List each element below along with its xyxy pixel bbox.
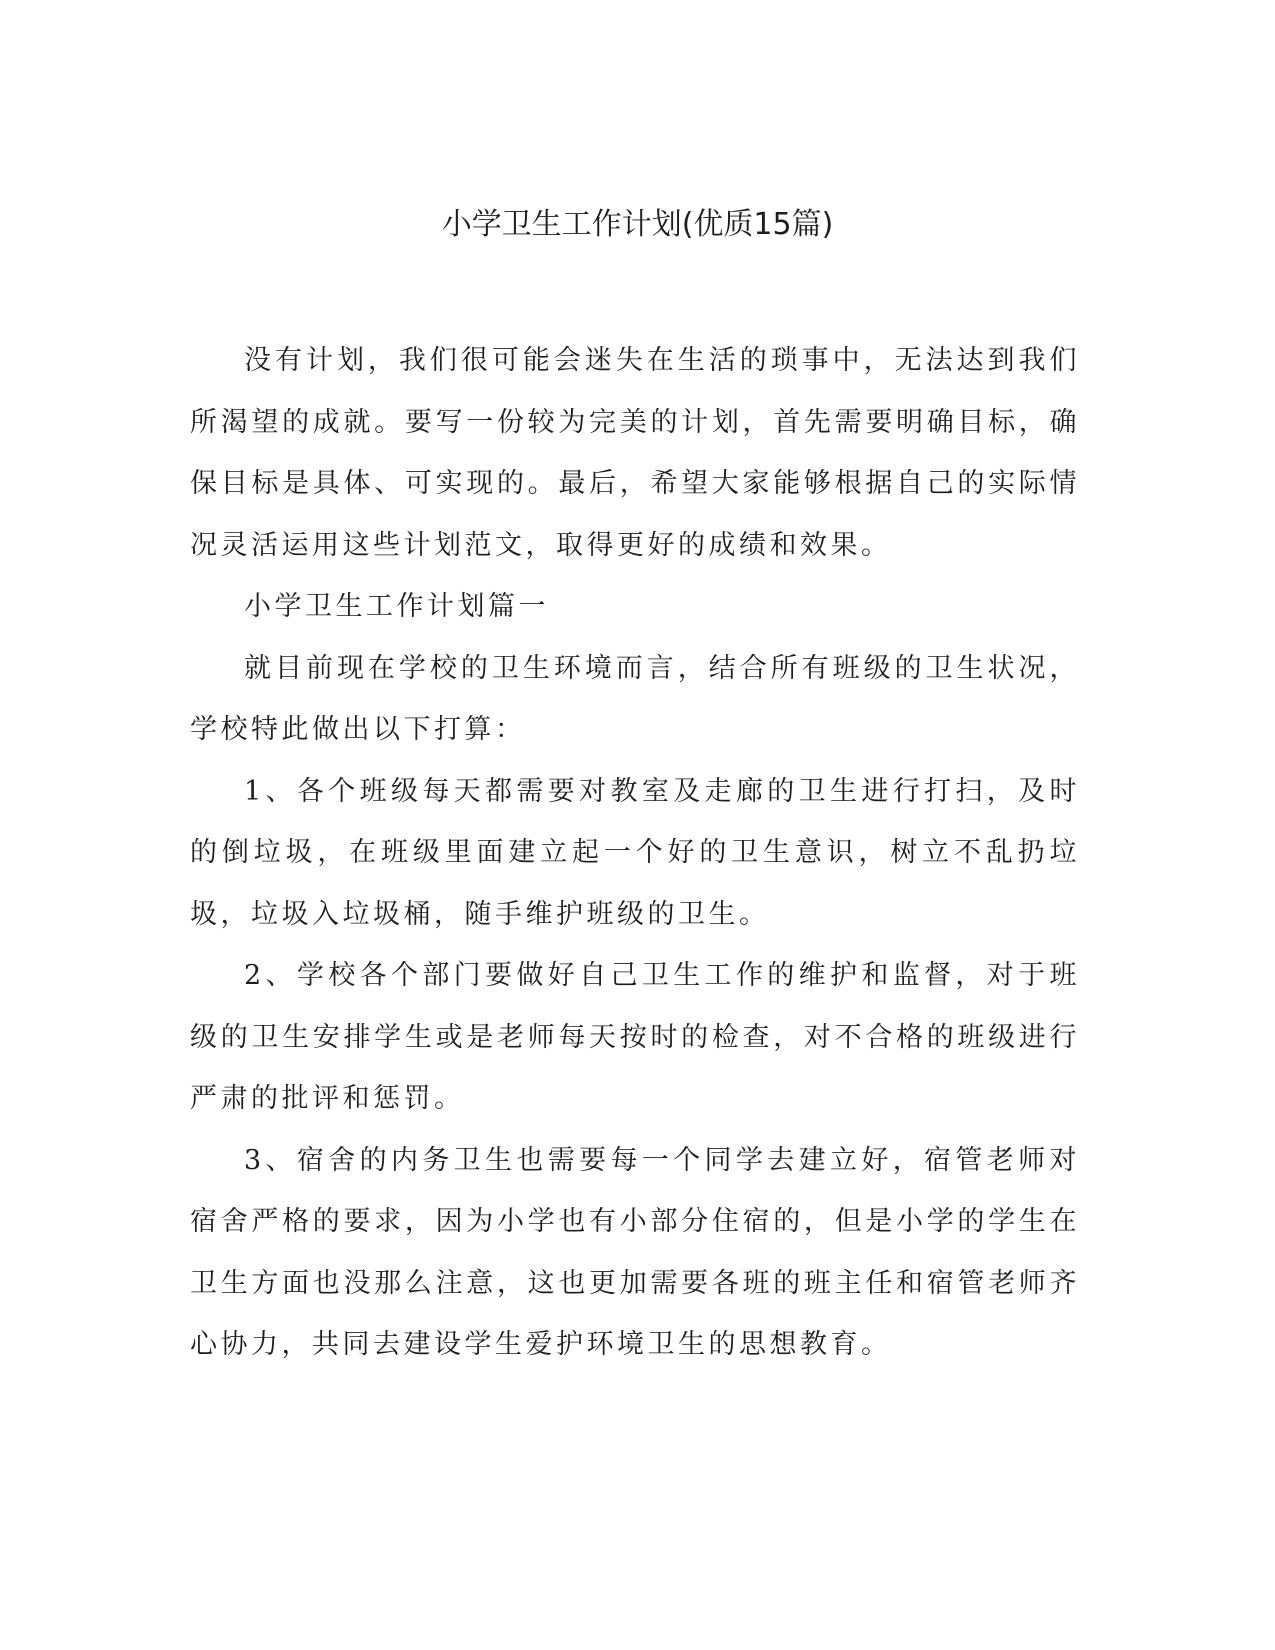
section-heading: 小学卫生工作计划篇一	[244, 591, 549, 622]
intro-paragraph: 没有计划，我们很可能会迷失在生活的琐事中，无法达到我们所渴望的成就。要写一份较为完美的计划，首先需要明确目标，确保目标是具体、可实现的。最后，希望大家能够根据自己的实际情况灵活运用这些计划范文，取得更好的成绩和效果。	[190, 345, 1080, 561]
document-body	[190, 330, 1080, 1376]
body-paragraph: 就目前现在学校的卫生环境而言，结合所有班级的卫生状况，学校特此做出以下打算：	[190, 652, 1080, 745]
list-item-1: 1、各个班级每天都需要对教室及走廊的卫生进行打扫，及时的倒垃圾，在班级里面建立起一个好的卫生意识，树立不乱扔垃圾，垃圾入垃圾桶，随手维护班级的卫生。	[190, 775, 1080, 930]
document-title: 小学卫生工作计划(优质15篇)	[441, 207, 834, 242]
list-item-3: 3、宿舍的内务卫生也需要每一个同学去建立好，宿管老师对宿舍严格的要求，因为小学也有小部分住宿的，但是小学的学生在卫生方面也没那么注意，这也更加需要各班的班主任和宿管老师齐心协力，共同去建设学生爱护环境卫生的思想教育。	[190, 1144, 1080, 1360]
list-item-2: 2、学校各个部门要做好自己卫生工作的维护和监督，对于班级的卫生安排学生或是老师每天按时的检查，对不合格的班级进行严肃的批评和惩罚。	[190, 960, 1080, 1114]
